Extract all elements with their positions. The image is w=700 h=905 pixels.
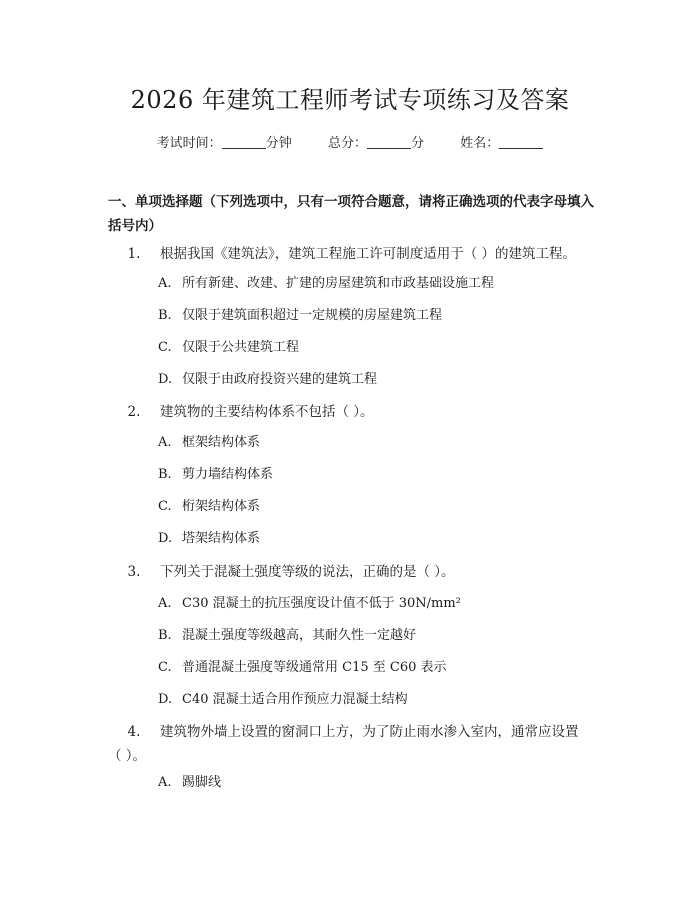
question-number: 1.	[127, 246, 141, 262]
option-letter: A.	[158, 596, 172, 611]
question-number: 4.	[127, 724, 141, 740]
name-blank[interactable]	[499, 136, 543, 149]
option-1a[interactable]	[158, 274, 598, 294]
option-letter: C.	[158, 499, 172, 514]
option-letter: D.	[158, 372, 173, 387]
option-2a[interactable]	[158, 433, 598, 453]
exam-meta-line	[0, 132, 700, 151]
option-letter: A.	[158, 435, 172, 450]
option-letter: C.	[158, 660, 172, 675]
question-2	[108, 400, 598, 424]
question-4	[108, 720, 598, 768]
question-text: 建筑物外墙上设置的窗洞口上方，为了防止雨水渗入室内，通常应设置	[160, 724, 579, 740]
option-text: 塔架结构体系	[182, 531, 261, 546]
option-2b[interactable]	[158, 465, 598, 485]
score-unit: 分	[411, 136, 425, 151]
option-text: 桁架结构体系	[182, 499, 261, 514]
option-2d[interactable]	[158, 529, 598, 549]
question-number: 3.	[127, 564, 141, 580]
option-text: C30 混凝土的抗压强度设计值不低于 30N/mm²	[182, 596, 461, 611]
option-text: 仅限于由政府投资兴建的建筑工程	[182, 372, 378, 387]
section-heading: 一、单项选择题（下列选项中，只有一项符合题意，请将正确选项的代表字母填入括号内）	[108, 194, 594, 234]
option-text: 框架结构体系	[182, 435, 261, 450]
option-text: 普通混凝土强度等级通常用 C15 至 C60 表示	[182, 660, 447, 675]
option-letter: A.	[158, 775, 172, 790]
question-1	[108, 242, 598, 266]
option-letter: B.	[158, 308, 172, 323]
option-letter: D.	[158, 692, 173, 707]
option-3c[interactable]	[158, 658, 598, 678]
option-4a[interactable]	[158, 773, 598, 793]
time-blank[interactable]	[222, 136, 266, 149]
option-2c[interactable]	[158, 497, 598, 517]
name-label: 姓名：	[460, 136, 500, 151]
option-letter: A.	[158, 276, 172, 291]
option-text: C40 混凝土适合用作预应力混凝土结构	[182, 692, 408, 707]
option-3a[interactable]	[158, 594, 598, 614]
page-title: 2026 年建筑工程师考试专项练习及答案	[130, 86, 570, 114]
option-letter: C.	[158, 340, 172, 355]
option-text: 仅限于建筑面积超过一定规模的房屋建筑工程	[182, 308, 443, 323]
option-3d[interactable]	[158, 690, 598, 710]
option-text: 踢脚线	[182, 775, 222, 790]
option-text: 所有新建、改建、扩建的房屋建筑和市政基础设施工程	[182, 276, 495, 291]
score-blank[interactable]	[367, 136, 411, 149]
option-letter: B.	[158, 467, 172, 482]
option-letter: B.	[158, 628, 172, 643]
option-1c[interactable]	[158, 338, 598, 358]
option-1d[interactable]	[158, 370, 598, 390]
option-text: 剪力墙结构体系	[182, 467, 274, 482]
question-text: 根据我国《建筑法》，建筑工程施工许可制度适用于（ ）的建筑工程。	[160, 246, 577, 262]
option-3b[interactable]	[158, 626, 598, 646]
option-letter: D.	[158, 531, 173, 546]
option-text: 混凝土强度等级越高，其耐久性一定越好	[182, 628, 417, 643]
question-text: 下列关于混凝土强度等级的说法，正确的是（ ）。	[160, 564, 455, 580]
time-label: 考试时间：	[156, 136, 222, 151]
option-1b[interactable]	[158, 306, 598, 326]
option-text: 仅限于公共建筑工程	[182, 340, 300, 355]
question-text: 建筑物的主要结构体系不包括（ ）。	[160, 404, 374, 420]
question-number: 2.	[127, 404, 141, 420]
time-unit: 分钟	[265, 136, 292, 151]
question-text-continued: （ ）。	[108, 748, 147, 764]
question-3	[108, 560, 598, 584]
score-label: 总分：	[327, 136, 367, 151]
